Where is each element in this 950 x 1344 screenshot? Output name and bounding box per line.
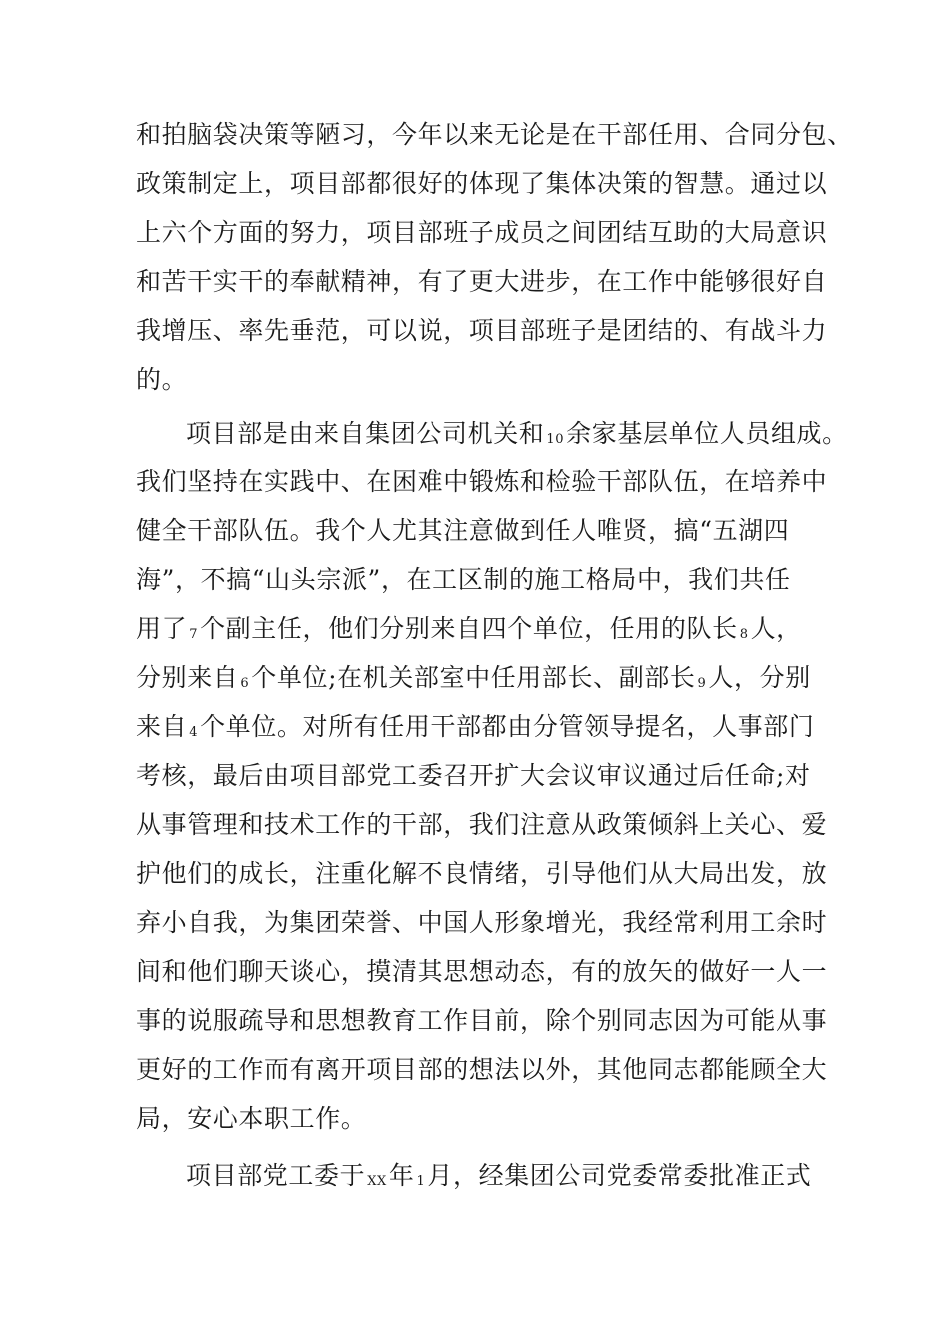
text-segment: 余家基层单位人员组成。 <box>566 419 848 448</box>
text-line: 从事管理和技术工作的干部，我们注意从政策倾斜上关心、爱 <box>136 810 828 839</box>
text-segment: 来自 <box>136 712 188 741</box>
text-segment: 人， <box>750 614 802 643</box>
text-line <box>136 712 814 742</box>
number-inline: 10 <box>546 432 565 447</box>
text-line <box>186 419 848 449</box>
text-segment: 年 <box>388 1161 415 1190</box>
text-line: 更好的工作而有离开项目部的想法以外，其他同志都能顾全大 <box>136 1055 828 1084</box>
text-line: 的。 <box>136 365 188 394</box>
text-line: 我们坚持在实践中、在困难中锻炼和检验干部队伍，在培养中 <box>136 467 828 496</box>
text-segment: 分别来自 <box>136 663 239 692</box>
text-segment: 个单位;在机关部室中任用部长、副部长 <box>251 663 696 692</box>
text-line: 我增压、率先垂范，可以说，项目部班子是团结的、有战斗力 <box>136 316 828 345</box>
text-segment: 人，分别 <box>708 663 811 692</box>
text-line <box>136 663 811 693</box>
text-line: 弃小自我，为集团荣誉、中国人形象增光，我经常利用工余时 <box>136 908 828 937</box>
text-segment: 项目部是由来自集团公司机关和 <box>186 419 545 448</box>
text-segment: 个单位。对所有任用干部都由分管领导提名，人事部门 <box>200 712 815 741</box>
number-inline: 6 <box>240 676 250 691</box>
number-inline: XX <box>367 1174 387 1189</box>
text-segment: 项目部党工委于 <box>186 1161 366 1190</box>
text-line: 海”，不搞“山头宗派”，在工区制的施工格局中，我们共任 <box>136 565 791 594</box>
number-inline: 4 <box>189 725 199 740</box>
text-line: 和苦干实干的奉献精神，有了更大进步，在工作中能够很好自 <box>136 267 828 296</box>
text-line: 护他们的成长，注重化解不良情绪，引导他们从大局出发，放 <box>136 859 828 888</box>
text-line: 政策制定上，项目部都很好的体现了集体决策的智慧。通过以 <box>136 169 828 198</box>
text-line: 局，安心本职工作。 <box>136 1104 367 1133</box>
text-segment: 用了 <box>136 614 188 643</box>
text-segment: 个副主任，他们分别来自四个单位，任用的队长 <box>200 614 738 643</box>
number-inline: 8 <box>739 627 749 642</box>
number-inline: 9 <box>697 676 707 691</box>
text-line: 间和他们聊天谈心，摸清其思想动态，有的放矢的做好一人一 <box>136 957 828 986</box>
text-line: 和拍脑袋决策等陋习，今年以来无论是在干部任用、合同分包、 <box>136 120 853 149</box>
number-inline: 7 <box>189 627 199 642</box>
text-line <box>136 614 802 644</box>
text-line: 健全干部队伍。我个人尤其注意做到任人唯贤，搞“五湖四 <box>136 516 790 545</box>
text-segment: 月，经集团公司党委常委批准正式 <box>427 1161 812 1190</box>
text-line: 事的说服疏导和思想教育工作目前，除个别同志因为可能从事 <box>136 1006 828 1035</box>
number-inline: 1 <box>416 1174 426 1189</box>
text-line <box>186 1161 811 1191</box>
text-line: 上六个方面的努力，项目部班子成员之间团结互助的大局意识 <box>136 218 828 247</box>
text-line: 考核，最后由项目部党工委召开扩大会议审议通过后任命;对 <box>136 761 811 790</box>
